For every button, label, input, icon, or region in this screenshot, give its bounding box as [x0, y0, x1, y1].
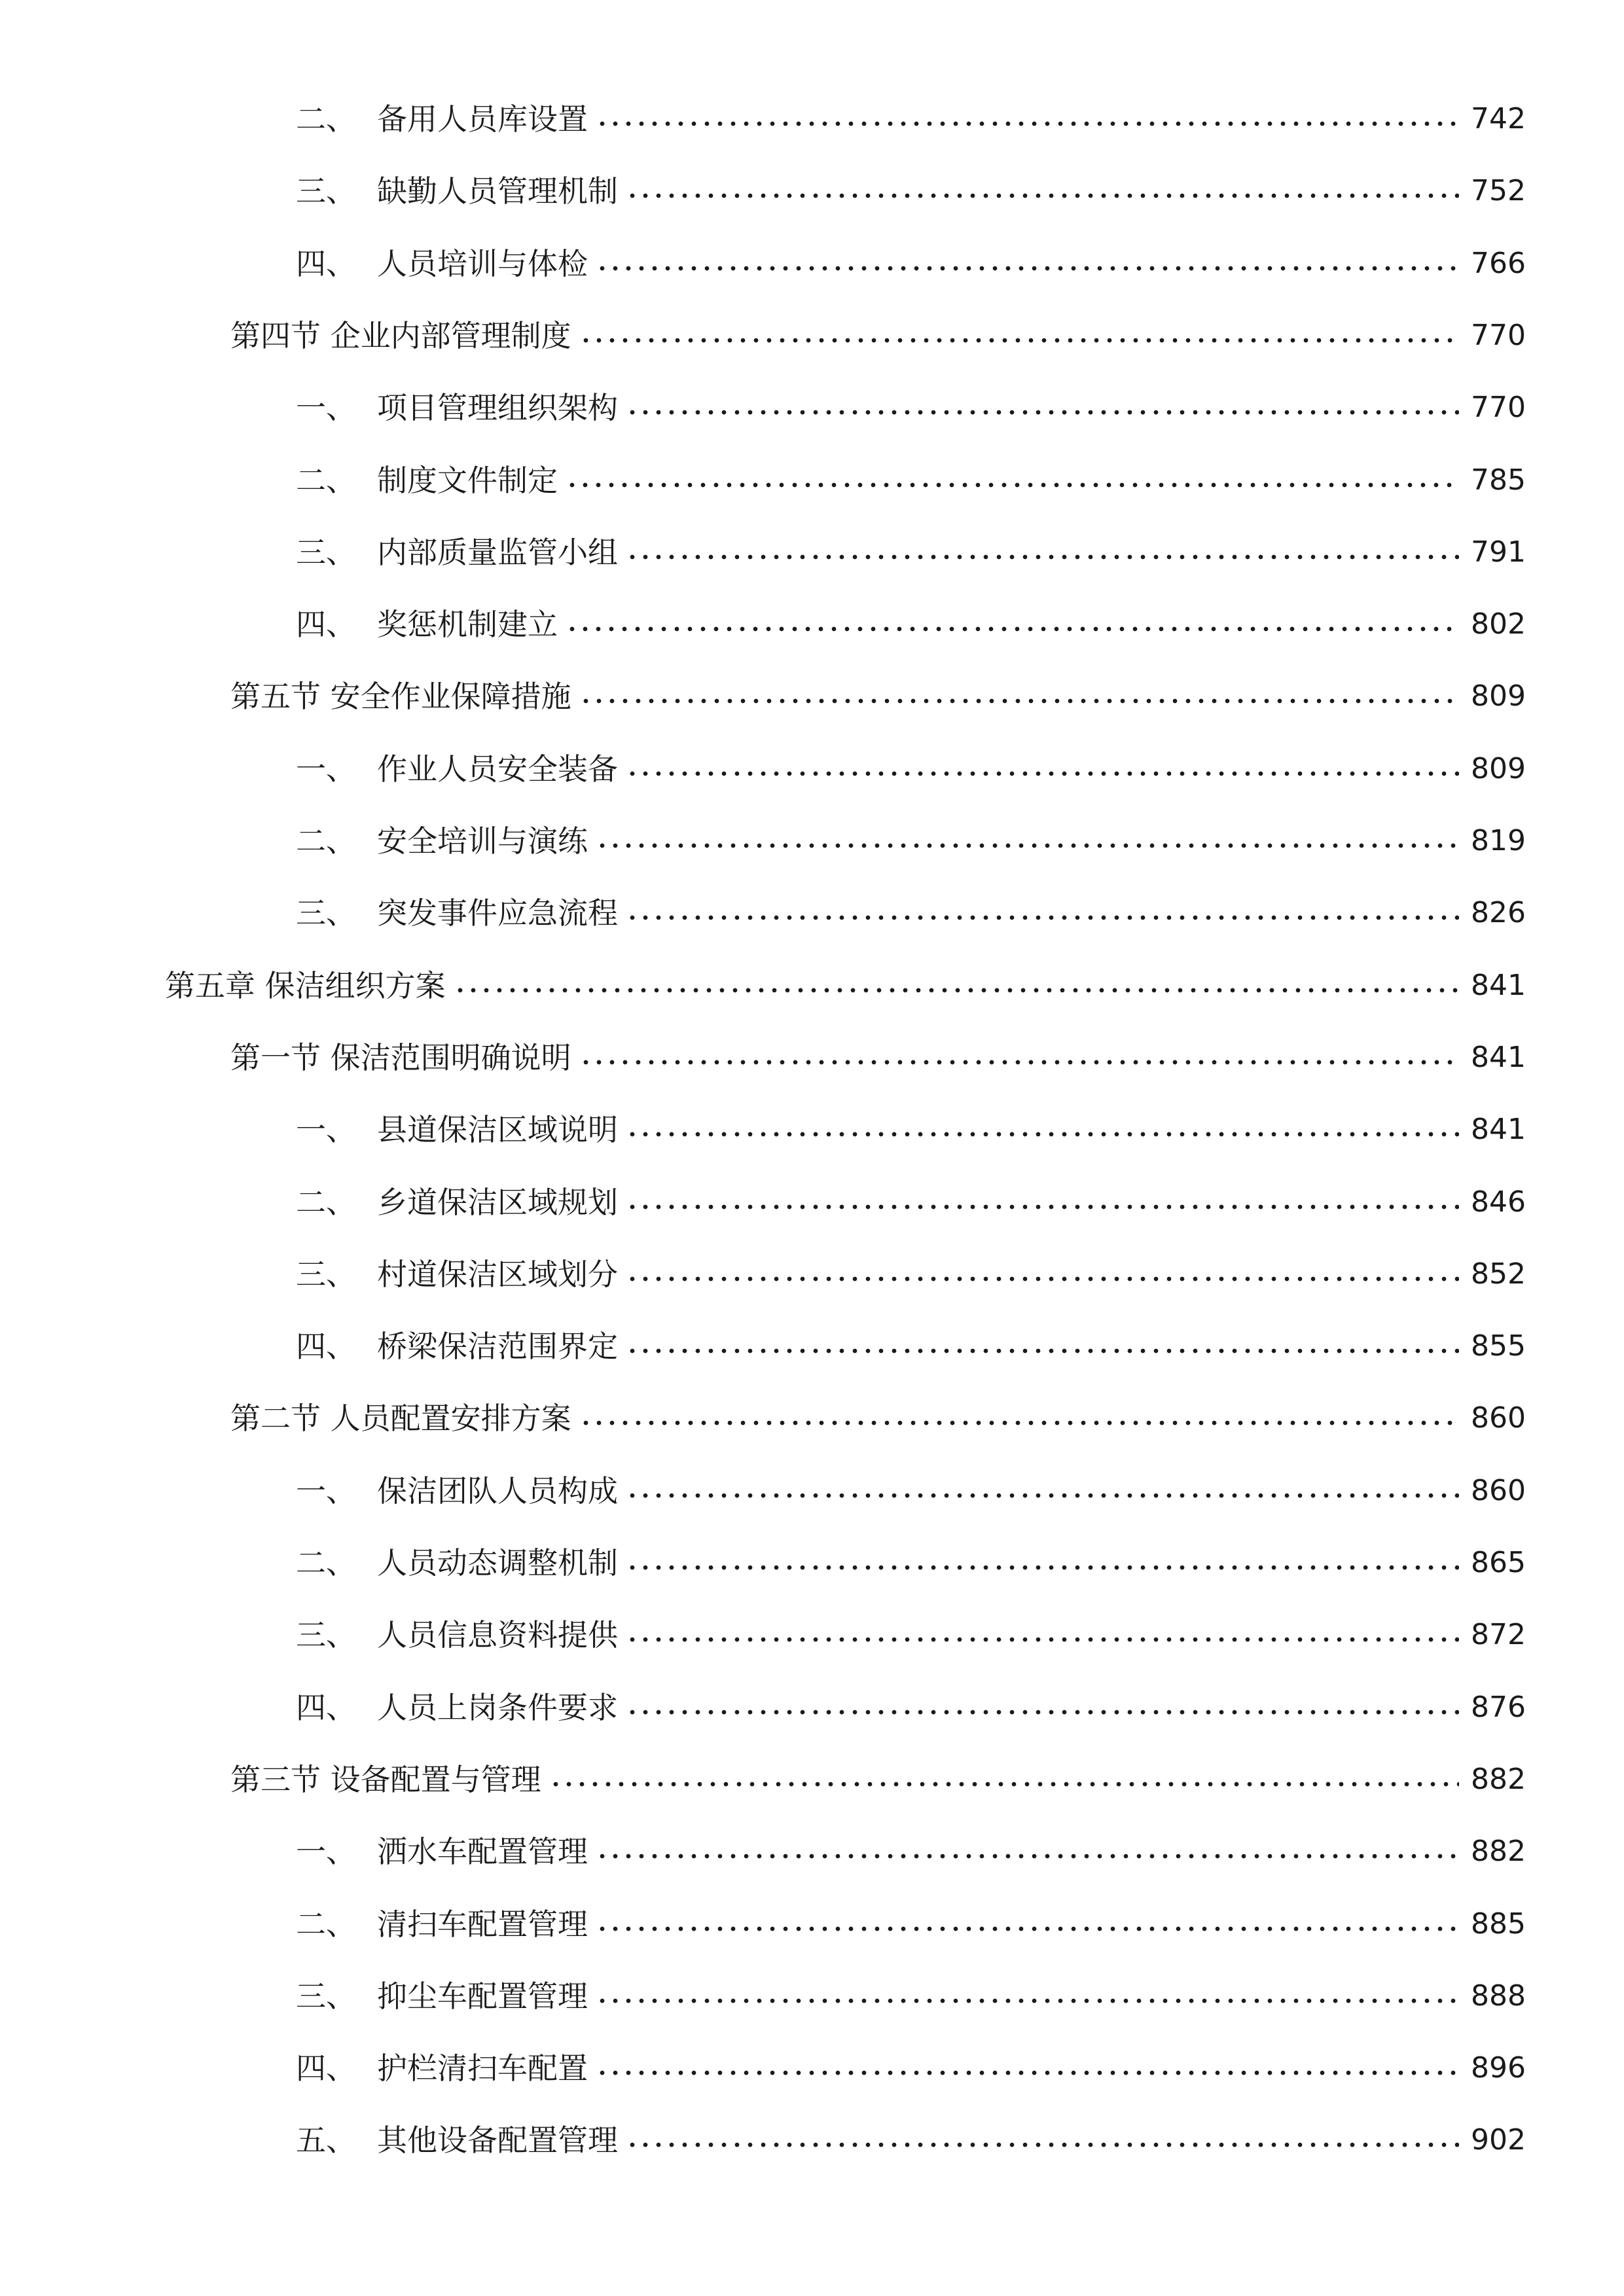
- toc-entry-title: 第二节 人员配置安排方案: [230, 1401, 571, 1436]
- toc-entry-item[interactable]: [296, 1901, 1526, 1948]
- toc-entry-title: 备用人员库设置: [377, 101, 588, 137]
- toc-entry-title: 制度文件制定: [377, 463, 558, 498]
- toc-entry-title: 内部质量监管小组: [377, 535, 618, 570]
- toc-entry-page-number: 809: [1471, 679, 1526, 713]
- toc-dot-leader: [579, 698, 1459, 704]
- toc-dot-leader: [454, 987, 1459, 994]
- toc-dot-leader: [626, 1276, 1459, 1282]
- toc-entry-title: 人员上岗条件要求: [377, 1690, 618, 1725]
- toc-dot-leader: [626, 1492, 1459, 1499]
- toc-entry-item[interactable]: [296, 457, 1526, 504]
- toc-entry-page-number: 802: [1471, 607, 1526, 641]
- toc-entry-page-number: 841: [1471, 1113, 1526, 1146]
- toc-entry-number: 二、: [296, 1907, 356, 1942]
- toc-entry-page-number: 819: [1471, 824, 1526, 857]
- toc-entry-section[interactable]: [230, 1395, 1526, 1442]
- toc-entry-item[interactable]: [296, 529, 1526, 576]
- toc-entry-item[interactable]: [296, 889, 1526, 937]
- toc-entry-item[interactable]: [296, 1539, 1526, 1587]
- toc-entry-page-number: 809: [1471, 752, 1526, 785]
- toc-dot-leader: [626, 1709, 1459, 1715]
- toc-dot-leader: [596, 842, 1459, 849]
- toc-entry-number: 三、: [296, 535, 356, 570]
- toc-dot-leader: [579, 337, 1459, 344]
- toc-entry-item[interactable]: [296, 1828, 1526, 1875]
- toc-entry-number: 一、: [296, 1834, 356, 1869]
- toc-entry-page-number: 770: [1471, 391, 1526, 424]
- toc-dot-leader: [626, 554, 1459, 560]
- toc-dot-leader: [626, 914, 1459, 921]
- toc-dot-leader: [626, 1564, 1459, 1571]
- toc-entry-page-number: 896: [1471, 2051, 1526, 2085]
- toc-entry-title: 乡道保洁区域规划: [377, 1185, 618, 1220]
- toc-dot-leader: [626, 770, 1459, 777]
- toc-entry-title: 人员培训与体检: [377, 246, 588, 281]
- toc-entry-page-number: 885: [1471, 1907, 1526, 1941]
- toc-entry-title: 第五章 保洁组织方案: [165, 968, 446, 1003]
- toc-entry-page-number: 826: [1471, 896, 1526, 929]
- toc-dot-leader: [596, 120, 1459, 127]
- toc-entry-number: 四、: [296, 2051, 356, 2086]
- toc-entry-item[interactable]: [296, 1973, 1526, 2020]
- toc-entry-page-number: 791: [1471, 535, 1526, 569]
- toc-entry-section[interactable]: [230, 312, 1526, 359]
- toc-dot-leader: [596, 2070, 1459, 2076]
- toc-dot-leader: [549, 1781, 1459, 1787]
- toc-dot-leader: [596, 265, 1459, 272]
- toc-entry-item[interactable]: [296, 168, 1526, 215]
- toc-entry-page-number: 852: [1471, 1257, 1526, 1291]
- toc-entry-page-number: 785: [1471, 463, 1526, 497]
- toc-entry-page-number: 860: [1471, 1401, 1526, 1435]
- toc-entry-number: 三、: [296, 895, 356, 931]
- toc-dot-leader: [626, 1636, 1459, 1643]
- toc-entry-title: 缺勤人员管理机制: [377, 173, 618, 209]
- toc-entry-page-number: 865: [1471, 1546, 1526, 1579]
- toc-entry-item[interactable]: [296, 1611, 1526, 1659]
- toc-entry-page-number: 770: [1471, 319, 1526, 352]
- toc-entry-item[interactable]: [296, 1179, 1526, 1226]
- toc-entry-item[interactable]: [296, 384, 1526, 431]
- toc-dot-leader: [566, 626, 1459, 632]
- toc-entry-page-number: 846: [1471, 1185, 1526, 1219]
- toc-entry-item[interactable]: [296, 1684, 1526, 1731]
- toc-dot-leader: [626, 2142, 1459, 2148]
- toc-entry-page-number: 855: [1471, 1329, 1526, 1363]
- toc-dot-leader: [596, 1998, 1459, 2004]
- toc-dot-leader: [626, 409, 1459, 416]
- toc-entry-page-number: 882: [1471, 1763, 1526, 1796]
- toc-entry-item[interactable]: [296, 96, 1526, 143]
- toc-dot-leader: [626, 1348, 1459, 1354]
- toc-entry-number: 二、: [296, 101, 356, 137]
- toc-entry-page-number: 876: [1471, 1691, 1526, 1724]
- toc-entry-title: 第三节 设备配置与管理: [230, 1762, 541, 1797]
- toc-entry-item[interactable]: [296, 745, 1526, 793]
- toc-entry-section[interactable]: [230, 673, 1526, 720]
- toc-entry-number: 三、: [296, 1979, 356, 2014]
- toc-entry-title: 人员动态调整机制: [377, 1545, 618, 1581]
- toc-entry-title: 护栏清扫车配置: [377, 2051, 588, 2086]
- toc-entry-number: 一、: [296, 751, 356, 787]
- toc-entry-number: 三、: [296, 1257, 356, 1292]
- toc-entry-title: 县道保洁区域说明: [377, 1112, 618, 1147]
- toc-entry-title: 安全培训与演练: [377, 823, 588, 859]
- toc-entry-title: 作业人员安全装备: [377, 751, 618, 787]
- toc-entry-item[interactable]: [296, 1106, 1526, 1153]
- toc-entry-number: 二、: [296, 1185, 356, 1220]
- toc-entry-page-number: 841: [1471, 969, 1526, 1002]
- toc-entry-title: 第四节 企业内部管理制度: [230, 318, 571, 353]
- toc-entry-number: 一、: [296, 1112, 356, 1147]
- toc-entry-title: 清扫车配置管理: [377, 1907, 588, 1942]
- toc-entry-number: 五、: [296, 2123, 356, 2158]
- toc-dot-leader: [626, 192, 1459, 199]
- toc-entry-number: 四、: [296, 607, 356, 642]
- toc-entry-item[interactable]: [296, 601, 1526, 648]
- toc-entry-title: 村道保洁区域划分: [377, 1257, 618, 1292]
- toc-dot-leader: [596, 1926, 1459, 1932]
- toc-entry-item[interactable]: [296, 2117, 1526, 2164]
- toc-entry-title: 其他设备配置管理: [377, 2123, 618, 2158]
- toc-entry-number: 二、: [296, 1545, 356, 1581]
- toc-entry-number: 四、: [296, 1329, 356, 1364]
- toc-entry-title: 抑尘车配置管理: [377, 1979, 588, 2014]
- toc-dot-leader: [566, 482, 1459, 488]
- toc-entry-item[interactable]: [296, 817, 1526, 865]
- toc-entry-number: 三、: [296, 173, 356, 209]
- toc-dot-leader: [626, 1204, 1459, 1210]
- toc-entry-title: 突发事件应急流程: [377, 895, 618, 931]
- toc-entry-title: 第一节 保洁范围明确说明: [230, 1040, 571, 1075]
- toc-dot-leader: [579, 1059, 1459, 1066]
- toc-entry-page-number: 902: [1471, 2123, 1526, 2157]
- toc-entry-page-number: 742: [1471, 102, 1526, 135]
- toc-entry-chapter[interactable]: [165, 962, 1526, 1009]
- toc-dot-leader: [626, 1131, 1459, 1138]
- toc-entry-number: 一、: [296, 1473, 356, 1509]
- toc-entry-page-number: 882: [1471, 1835, 1526, 1868]
- toc-entry-item[interactable]: [296, 2045, 1526, 2092]
- toc-entry-number: 四、: [296, 246, 356, 281]
- toc-entry-number: 三、: [296, 1617, 356, 1653]
- toc-entry-page-number: 766: [1471, 247, 1526, 280]
- toc-entry-page-number: 752: [1471, 174, 1526, 207]
- toc-entry-title: 第五节 安全作业保障措施: [230, 679, 571, 714]
- toc-dot-leader: [579, 1420, 1459, 1426]
- toc-entry-page-number: 872: [1471, 1618, 1526, 1651]
- toc-entry-section[interactable]: [230, 1756, 1526, 1803]
- toc-entry-title: 保洁团队人员构成: [377, 1473, 618, 1509]
- toc-entry-item[interactable]: [296, 240, 1526, 287]
- toc-entry-page-number: 841: [1471, 1041, 1526, 1074]
- toc-entry-page-number: 860: [1471, 1474, 1526, 1507]
- toc-entry-item[interactable]: [296, 1323, 1526, 1370]
- toc-entry-number: 四、: [296, 1690, 356, 1725]
- toc-dot-leader: [596, 1853, 1459, 1859]
- toc-entry-title: 桥梁保洁范围界定: [377, 1329, 618, 1364]
- toc-entry-number: 二、: [296, 463, 356, 498]
- toc-entry-title: 奖惩机制建立: [377, 607, 558, 642]
- toc-entry-section[interactable]: [230, 1034, 1526, 1081]
- toc-entry-title: 洒水车配置管理: [377, 1834, 588, 1869]
- toc-entry-title: 项目管理组织架构: [377, 390, 618, 425]
- toc-entry-page-number: 888: [1471, 1979, 1526, 2013]
- toc-entry-number: 一、: [296, 390, 356, 425]
- toc-entry-number: 二、: [296, 823, 356, 859]
- toc-entry-title: 人员信息资料提供: [377, 1617, 618, 1653]
- toc-entry-item[interactable]: [296, 1467, 1526, 1515]
- toc-entry-item[interactable]: [296, 1251, 1526, 1298]
